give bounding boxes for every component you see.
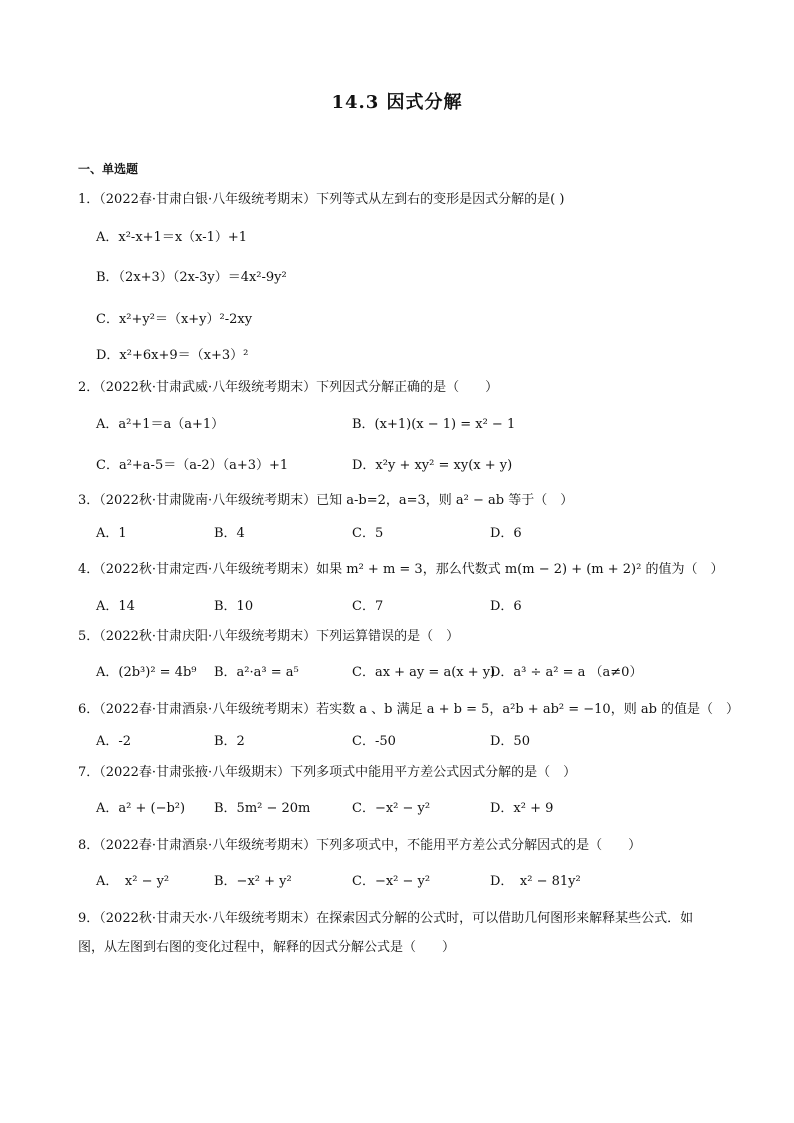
question-6-option-a: A．-2 bbox=[96, 734, 132, 749]
question-6-stem: 6．（2022春·甘肃酒泉·八年级统考期末）若实数 a 、b 满足 a + b = 5，a²b + ab² = −10，则 ab 的值是（ ） bbox=[78, 702, 740, 717]
question-5-stem: 5．（2022秋·甘肃庆阳·八年级统考期末）下列运算错误的是（ ） bbox=[78, 629, 460, 644]
question-2-stem: 2．（2022秋·甘肃武威·八年级统考期末）下列因式分解正确的是（ ） bbox=[78, 380, 499, 395]
question-7-option-c: C．−x² − y² bbox=[352, 801, 431, 816]
section-heading: 一、单选题 bbox=[78, 162, 139, 176]
question-4-stem: 4．（2022秋·甘肃定西·八年级统考期末）如果 m² + m = 3，那么代数式 m(m − 2) + (m + 2)² 的值为（ ） bbox=[78, 562, 724, 577]
question-3-option-d: D．6 bbox=[490, 526, 522, 541]
question-7-stem: 7．（2022春·甘肃张掖·八年级期末）下列多项式中能用平方差公式因式分解的是（ ） bbox=[78, 765, 577, 780]
question-3-option-a: A．1 bbox=[96, 526, 127, 541]
question-7-option-a: A．a² + (−b²) bbox=[96, 801, 186, 816]
question-8-option-a: A． x² − y² bbox=[96, 874, 170, 889]
question-5-option-c: C．ax + ay = a(x + y) bbox=[352, 665, 496, 680]
question-6-option-b: B．2 bbox=[214, 734, 245, 749]
question-2-option-d: D．x²y + xy² = xy(x + y) bbox=[352, 458, 513, 473]
question-1-option-c: C．x²+y²＝（x+y）²-2xy bbox=[96, 312, 253, 327]
page-title: 14.3 因式分解 bbox=[331, 92, 463, 113]
question-1-stem: 1．（2022春·甘肃白银·八年级统考期末）下列等式从左到右的变形是因式分解的是( ) bbox=[78, 192, 565, 207]
question-8-stem: 8．（2022春·甘肃酒泉·八年级统考期末）下列多项式中，不能用平方差公式分解因式的是（ ） bbox=[78, 838, 642, 853]
question-4-option-d: D．6 bbox=[490, 599, 522, 614]
question-7-option-d: D．x² + 9 bbox=[490, 801, 554, 816]
question-8-option-b: B．−x² + y² bbox=[214, 874, 292, 889]
question-6-option-d: D．50 bbox=[490, 734, 530, 749]
question-1-option-a: A．x²-x+1＝x（x-1）+1 bbox=[96, 230, 248, 245]
question-4-option-a: A．14 bbox=[96, 599, 135, 614]
question-2-option-c: C．a²+a-5＝（a-2）（a+3）+1 bbox=[96, 458, 289, 473]
question-9-stem-line1: 9．（2022秋·甘肃天水·八年级统考期末）在探索因式分解的公式时，可以借助几何图形来解释某些公式．如 bbox=[78, 911, 694, 926]
question-8-option-d: D． x² − 81y² bbox=[490, 874, 581, 889]
question-6-option-c: C．-50 bbox=[352, 734, 396, 749]
question-4-option-b: B．10 bbox=[214, 599, 254, 614]
question-7-option-b: B．5m² − 20m bbox=[214, 801, 311, 816]
question-5-option-a: A．(2b³)² = 4b⁹ bbox=[96, 665, 197, 680]
question-5-option-d: D．a³ ÷ a² = a （a≠0） bbox=[490, 665, 643, 680]
question-5-option-b: B．a²·a³ = a⁵ bbox=[214, 665, 299, 680]
question-2-option-a: A．a²+1＝a（a+1） bbox=[96, 417, 225, 432]
question-1-option-b: B．（2x+3）（2x-3y）＝4x²-9y² bbox=[96, 270, 287, 285]
question-9-stem-line2: 图，从左图到右图的变化过程中，解释的因式分解公式是（ ） bbox=[78, 940, 456, 955]
question-3-option-c: C．5 bbox=[352, 526, 384, 541]
question-3-stem: 3．（2022秋·甘肃陇南·八年级统考期末）已知 a-b=2，a=3，则 a² − ab 等于（ ） bbox=[78, 493, 574, 508]
question-3-option-b: B．4 bbox=[214, 526, 245, 541]
question-1-option-d: D．x²+6x+9＝（x+3）² bbox=[96, 348, 249, 363]
question-2-option-b: B．(x+1)(x − 1) = x² − 1 bbox=[352, 417, 516, 432]
question-4-option-c: C．7 bbox=[352, 599, 384, 614]
question-8-option-c: C．−x² − y² bbox=[352, 874, 431, 889]
